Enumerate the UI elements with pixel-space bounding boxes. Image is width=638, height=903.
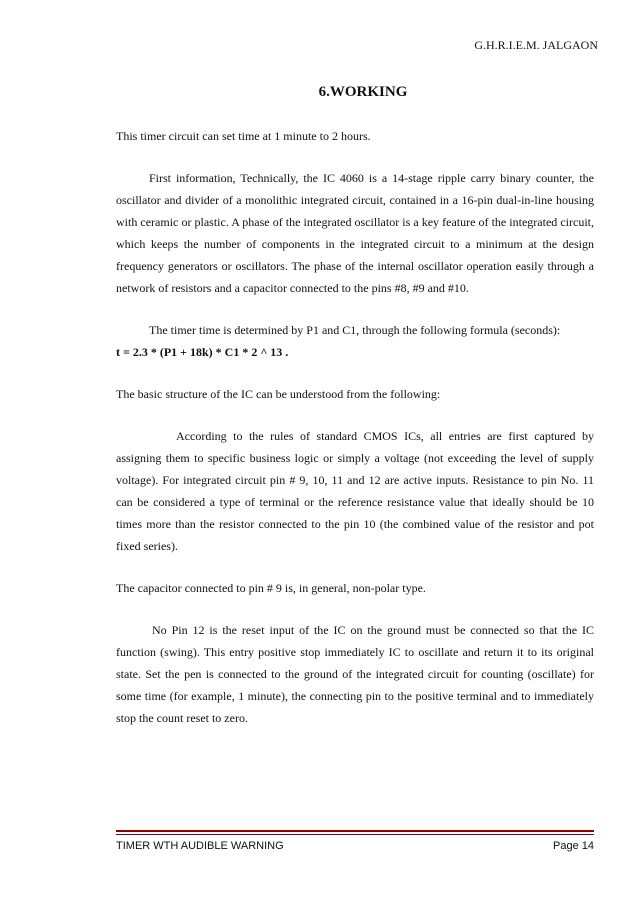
paragraph-reset-pin: No Pin 12 is the reset input of the IC on the ground must be connected so that the IC function (swing). This entry positive stop immediately IC to oscillate and return it to its original state. Set the pen is connected to the ground of the integrated circuit for counting (oscillate) for some time (for example, 1 minute), the connecting pin to the positive terminal and to immediately stop the count reset to zero. (116, 623, 594, 725)
section-title: 6.WORKING (318, 84, 408, 100)
paragraph-capacitor: The capacitor connected to pin # 9 is, in general, non-polar type. (116, 581, 426, 595)
header-institution: G.H.R.I.E.M. JALGAON (474, 38, 598, 52)
page-footer (116, 840, 594, 852)
paragraph-ic4060: First information, Technically, the IC 4060 is a 14-stage ripple carry binary counter, the oscillator and divider of a monolithic integrated circuit, contained in a 16-pin dual-in-line housing with ceramic or plastic. A phase of the integrated oscillator is a key feature of the integrated circuit, which keeps the number of components in the integrated circuit to a minimum at the design frequency generators or oscillators. The phase of the internal oscillator operation easily through a network of resistors and a capacitor connected to the pins #8, #9 and #10. (116, 171, 594, 295)
footer-project-title: TIMER WTH AUDIBLE WARNING (116, 840, 284, 852)
paragraph-basic-structure: The basic structure of the IC can be understood from the following: (116, 387, 441, 401)
paragraph-cmos-rules: According to the rules of standard CMOS ICs, all entries are first captured by assigning them to specific business logic or simply a voltage (not exceeding the level of supply voltage). For integrated circuit pin # 9, 10, 11 and 12 are active inputs. Resistance to pin No. 11 can be considered a type of terminal or the reference resistance value that ideally should be 10 times more than the resistor connected to the pin 10 (the combined value of the resistor and pot fixed series). (116, 429, 594, 553)
footer-rule-thin (116, 834, 594, 835)
paragraph-intro: This timer circuit can set time at 1 minute to 2 hours. (116, 129, 371, 143)
document-body (116, 125, 594, 749)
footer-page-number: Page 14 (553, 840, 594, 852)
footer-rule-thick (116, 830, 594, 832)
timer-formula: t = 2.3 * (P1 + 18k) * C1 * 2 ^ 13 . (116, 345, 289, 359)
formula-lead-text: The timer time is determined by P1 and C1, through the following formula (seconds): (149, 323, 561, 337)
paragraph-timer-formula (116, 319, 594, 363)
